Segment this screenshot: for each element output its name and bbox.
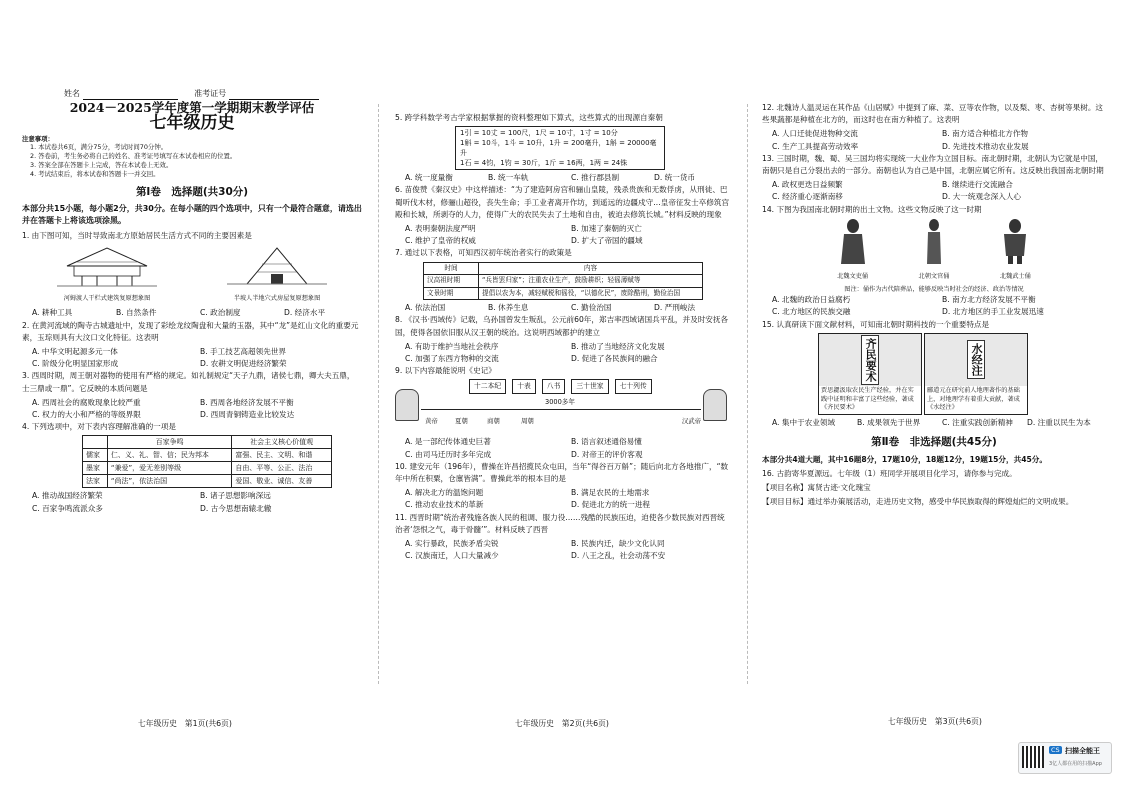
stilt-house-illustration xyxy=(52,244,162,288)
option: D. 西周青铜铸造业比较发达 xyxy=(200,410,295,420)
formula-line: 1引 = 10丈 = 100尺，1尺 = 10寸，1寸 = 10分 xyxy=(460,129,618,138)
option: A. 推动战国经济繁荣 xyxy=(32,491,103,501)
q13-options xyxy=(762,179,1106,203)
option: D. 严刑峻法 xyxy=(654,303,696,313)
option: B. 南方适合种植北方作物 xyxy=(942,129,1028,139)
option: A. 有助于维护当地社会秩序 xyxy=(405,341,499,351)
scanner-watermark xyxy=(1018,742,1112,774)
option: D. 扩大了帝国的疆域 xyxy=(571,236,643,246)
q5-formula-box xyxy=(455,126,665,170)
table-cell: “尚法”，依法治国 xyxy=(107,475,232,488)
name-field xyxy=(83,90,178,100)
id-field xyxy=(229,90,319,100)
option: C. 北方地区的民族交融 xyxy=(772,307,851,317)
table-cell: 仁、义、礼、智、信；民为邦本 xyxy=(107,449,232,462)
q9-options xyxy=(395,436,731,460)
option: A. 实行暴政，民族矛盾尖锐 xyxy=(405,538,499,548)
note-item: 1. 本试卷共6页，满分75分，考试时间70分钟。 xyxy=(30,143,168,152)
note-item: 4. 考试结束后，将本试卷和答题卡一并交回。 xyxy=(30,169,160,178)
option: A. 耕种工具 xyxy=(32,308,73,318)
option: C. 百家争鸣流派众多 xyxy=(32,503,103,513)
timeline-tick: 汉武帝 xyxy=(681,417,701,426)
question-11: 11. 西晋时期“统治者残施各族人民的租调、服力役……残酷的民族压迫，迫使各少数民族对西晋统治者‘怨恨之气，毒于骨髓’”。材料反映了西晋 xyxy=(395,512,725,534)
option: A. 集中于农业领域 xyxy=(772,418,836,428)
table-header: 时间 xyxy=(424,262,479,275)
caption: 北魏文吏俑 xyxy=(837,273,869,281)
option: D. 古今思想南辕北辙 xyxy=(200,503,272,513)
formula-line: 1石 = 4钧，1钧 = 30斤，1斤 = 16两，1两 = 24铢 xyxy=(460,159,628,168)
timeline-axis xyxy=(421,409,701,410)
option: B. 成果领先于世界 xyxy=(857,418,921,428)
table-cell: 自由、平等、公正、法治 xyxy=(232,462,332,475)
option: A. 解决北方的温饱问题 xyxy=(405,488,484,498)
table-cell: 墨家 xyxy=(83,462,108,475)
option: A. 北魏的政治日益腐朽 xyxy=(772,295,851,305)
option: D. 北方地区的手工业发展迅速 xyxy=(942,307,1044,317)
option: D. 农耕文明促进经济繁荣 xyxy=(200,359,287,369)
warrior-figurine-icon xyxy=(1000,218,1030,266)
question-16: 16. 古韵寄华夏源远。七年级（1）班同学开展项目化学习，请你参与完成。 xyxy=(762,468,1017,478)
question-13: 13. 三国时期，魏、蜀、吴三国均将实现统一大业作为立国目标。南北朝时期，北朝认为它就是中国，南朝只是自己分裂出去的一部分。南朝也认为自己是中国，北朝应属它所有。这反映出我国南北朝时期 xyxy=(762,153,1104,176)
option: D. 经济水平 xyxy=(284,308,326,318)
option: B. 统一车轨 xyxy=(488,173,529,183)
option: C. 维护了皇帝的权威 xyxy=(405,236,476,246)
table-cell: 文景时期 xyxy=(424,287,479,300)
formula-line: 1斛 = 10斗，1斗 = 10升，1升 = 200毫升，1斛 = 20000毫升 xyxy=(460,139,657,158)
official-figurine-icon xyxy=(919,218,949,266)
q15-materials xyxy=(818,333,1028,415)
caption: 河姆渡人干栏式建筑复原想象图 xyxy=(63,295,151,303)
option: C. 推行郡县制 xyxy=(571,173,620,183)
q4-table xyxy=(82,435,332,488)
option: A. 依法治国 xyxy=(405,303,446,313)
table-cell: 儒家 xyxy=(83,449,108,462)
table-row xyxy=(83,449,332,462)
q7-options xyxy=(395,302,731,314)
part2-intro: 本部分共4道大题，其中16题8分，17题10分，18题12分，19题15分，共45分。 xyxy=(762,454,1047,464)
timeline-box: 三十世家 xyxy=(571,379,608,393)
q14-options xyxy=(762,294,1106,318)
option: B. 加速了秦朝的灭亡 xyxy=(571,224,642,234)
q4-options xyxy=(22,490,362,514)
question-14: 14. 下图为我国南北朝时期的出土文物。这些文物反映了这一时期 xyxy=(762,204,982,214)
qr-code-icon xyxy=(1022,746,1044,768)
page-3 xyxy=(762,102,1106,510)
q14-figure-note: 图注：俑作为古代陪葬品，能够反映当时社会的经济、政治等情况 xyxy=(844,286,1024,294)
id-label: 准考证号 xyxy=(194,89,227,98)
q2-options xyxy=(22,346,362,370)
question-3: 3. 西周时期，周王朝对器物的使用有严格的规定。如礼制规定“天子九鼎，诸侯七鼎，卿大夫五鼎，士三鼎或一鼎”。它反映的本质问题是 xyxy=(22,371,355,393)
part2-title: 第Ⅱ卷 非选择题(共45分) xyxy=(871,436,997,449)
q14-figures xyxy=(762,218,1106,283)
question-15: 15. 认真研读下面文献材料，可知南北朝时期科技的一个重要特点是 xyxy=(762,319,990,329)
q1-figures xyxy=(22,244,362,305)
page-2 xyxy=(395,112,731,562)
caption: 北魏武士俑 xyxy=(999,273,1031,281)
project-goal: 【项目目标】通过举办策展活动，走进历史文物，感受中华民族取得的辉煌灿烂的文明成果。 xyxy=(762,497,1074,507)
option: A. 人口迁徙促进物种交流 xyxy=(772,129,858,139)
option: C. 权力的大小和严格的等级界限 xyxy=(32,410,141,420)
timeline-box: 七十列传 xyxy=(615,379,652,393)
option: A. 是一部纪传体通史巨著 xyxy=(405,437,491,447)
option: C. 经济重心逐渐南移 xyxy=(772,192,843,202)
q14-figure xyxy=(837,218,868,283)
option: B. 语言叙述通俗易懂 xyxy=(571,437,642,447)
option: A. 西周社会的腐败现象比较严重 xyxy=(32,397,141,407)
page-1 xyxy=(22,88,362,515)
question-6: 6. 苗俊赞《秦汉史》中这样描述：“为了建造阿房宫和骊山皇陵，残杀贵族和无数俘虏，从刑徒、巴蜀听伐木材，修骊山超役，丧失生命；手工业者离开作坊，到遥远的边疆戍守…皇帝征发士卒修筑宫殿和长城，所剥夺的人力，使得广大的农民失去了土地和自由，被迫去修筑长城。”材料反映的现象 xyxy=(395,185,730,219)
option: D. 先进技术推动农业发展 xyxy=(942,141,1029,151)
table-cell: 提倡以农为本，减轻赋税和徭役，“以德化民”，废除酷刑，勤俭治国 xyxy=(479,287,703,300)
timeline-box: 十二本纪 xyxy=(469,379,506,393)
emperor-figure-icon xyxy=(703,389,727,421)
option: C. 加强了东西方物种的交流 xyxy=(405,353,499,363)
subject-title: 七年级历史 xyxy=(149,113,235,134)
caption: 半坡人半地穴式房屋复原想象图 xyxy=(233,295,321,303)
notes-block xyxy=(22,135,362,179)
question-9: 9. 以下内容最能说明《史记》 xyxy=(395,366,496,376)
option: C. 勤俭治国 xyxy=(571,303,612,313)
option: D. 八王之乱，社会动荡不安 xyxy=(571,551,666,561)
part1-title: 第Ⅰ卷 选择题(共30分) xyxy=(135,185,249,198)
column-divider xyxy=(747,104,748,684)
q5-options xyxy=(395,172,731,184)
q3-options xyxy=(22,397,362,421)
caption: 北朝文官俑 xyxy=(918,273,950,281)
note-item: 3. 答案全部在答题卡上完成，答在本试卷上无效。 xyxy=(30,161,173,169)
table-cell: “兼爱”，爱无差别等级 xyxy=(107,462,232,475)
question-5: 5. 跨学科数学考古学家根据掌握的资料整理如下算式，这些算式的出现源自秦朝 xyxy=(395,113,663,122)
book-image xyxy=(925,334,1027,386)
note-item: 2. 答卷前，考生务必将自己的姓名、准考证号填写在本试卷相应的位置。 xyxy=(30,152,237,161)
option: D. 促进北方的统一进程 xyxy=(571,500,651,510)
timeline-labels xyxy=(469,379,652,393)
scanner-brand: 扫描全能王 xyxy=(1065,747,1100,755)
option: D. 大一统观念深入人心 xyxy=(942,192,1022,202)
q1-figure-pit-house xyxy=(222,244,332,305)
timeline-box: 八书 xyxy=(542,379,566,393)
option: C. 阶级分化明显国家形成 xyxy=(32,359,119,369)
pit-house-illustration xyxy=(222,244,332,288)
option: B. 推动了当地经济文化发展 xyxy=(571,341,665,351)
timeline-tick: 周朝 xyxy=(521,417,534,426)
option: B. 继续进行交流融合 xyxy=(942,180,1013,190)
option: B. 诸子思想影响深远 xyxy=(200,491,271,501)
material-qimin-yaoshu xyxy=(818,333,922,415)
option: A. 表明秦朝法度严明 xyxy=(405,224,476,234)
table-row xyxy=(424,287,703,300)
question-7: 7. 通过以下表格，可知西汉初年统治者实行的政策是 xyxy=(395,248,572,258)
option: B. 南方北方经济发展不平衡 xyxy=(942,295,1036,305)
material-shuijing-zhu xyxy=(924,333,1028,415)
q12-options xyxy=(762,128,1106,152)
q14-figure xyxy=(1000,218,1031,283)
table-row xyxy=(424,275,703,288)
option: A. 统一度量衡 xyxy=(405,173,453,183)
q6-options xyxy=(395,223,731,247)
question-4: 4. 下列选项中，对下表内容理解准确的一项是 xyxy=(22,422,176,432)
timeline-tick: 夏朝 xyxy=(455,417,468,426)
q1-options xyxy=(22,307,362,319)
book-image xyxy=(819,334,921,386)
q10-options xyxy=(395,487,731,511)
table-cell: 法家 xyxy=(83,475,108,488)
option: B. 满足农民的土地需求 xyxy=(571,488,650,498)
table-cell: 汉高祖时期 xyxy=(424,275,479,288)
project-name: 【项目名称】寓贤古迹·文化瑰宝 xyxy=(762,483,871,493)
table-cell: 爱国、敬业、诚信、友善 xyxy=(232,475,332,488)
option: B. 休养生息 xyxy=(488,303,529,313)
option: A. 中华文明起源多元一体 xyxy=(32,347,118,357)
page-footer: 七年级历史 第3页(共6页) xyxy=(888,717,982,726)
cs-logo-icon: CS xyxy=(1051,746,1060,754)
q7-table xyxy=(423,262,703,301)
scanner-subtitle: 3亿人都在用的扫描App xyxy=(1049,761,1102,767)
table-row xyxy=(83,462,332,475)
page-footer: 七年级历史 第2页(共6页) xyxy=(515,719,609,728)
q14-figure xyxy=(919,218,950,283)
option: B. 西周各地经济发展不平衡 xyxy=(200,397,294,407)
book-title: 水经注 xyxy=(967,340,985,379)
exam-title: 2024－2025学年度第一学期期末教学评估 xyxy=(69,100,315,116)
q15-options xyxy=(762,417,1106,429)
table-cell: “兵皆罢归家”；注重农业生产，鼓励耕织；轻徭薄赋等 xyxy=(479,275,703,288)
table-cell: 富强、民主、文明、和谐 xyxy=(232,449,332,462)
option: D. 统一货币 xyxy=(654,173,696,183)
name-label: 姓名 xyxy=(64,89,80,98)
question-10: 10. 建安元年（196年），曹操在许昌招揽民众屯田，当年“得谷百万斛”；随后向北方各地推广，“数年中所在积粟，仓廪皆满”。曹操此举的根本目的是 xyxy=(395,461,729,483)
question-12: 12. 北魏诗人温灵运在其作品《山居赋》中提到了麻、菜、豆等农作物，以及梨、枣、杏树等果树。这些果蔬都是种植在北方的，而这时也在南方种植了。这表明 xyxy=(762,103,1104,125)
option: B. 手工技艺高超领先世界 xyxy=(200,347,286,357)
table-header: 百家争鸣 xyxy=(107,436,232,449)
timeline-tick: 商朝 xyxy=(487,417,500,426)
clerk-figurine-icon xyxy=(838,218,868,266)
table-header: 内容 xyxy=(479,262,703,275)
table-header xyxy=(83,436,108,449)
candidate-info-row xyxy=(22,88,362,100)
q11-options xyxy=(395,538,731,562)
book-title: 齐民要术 xyxy=(861,335,879,385)
option: A. 政权更迭日益频繁 xyxy=(772,180,843,190)
option: C. 由司马迁历时多年完成 xyxy=(405,449,492,459)
q9-timeline-figure xyxy=(395,379,731,435)
notes-title: 注意事项： xyxy=(22,134,54,143)
timeline-span: 3000多年 xyxy=(545,398,575,407)
option: D. 对帝王的评价客观 xyxy=(571,449,643,459)
column-divider xyxy=(378,104,379,684)
material-caption: 郦道元在研究前人地理著作的基础上，对地理学有着重大贡献，著成《水经注》 xyxy=(927,386,1020,412)
q8-options xyxy=(395,341,731,365)
question-8: 8. 《汉书·西域传》记载，乌孙国曾发生叛乱，公元前60年，郑吉率西域诸国兵平乱，并及时安抚各国，使得各国依旧服从汉王朝的统治。这说明西域都护的建立 xyxy=(395,315,729,337)
page-footer: 七年级历史 第1页(共6页) xyxy=(138,719,232,728)
option: C. 政治制度 xyxy=(200,308,241,318)
option: C. 推动农业技术的革新 xyxy=(405,500,484,510)
option: C. 汉族南迁，人口大量减少 xyxy=(405,551,499,561)
option: D. 促进了各民族间的融合 xyxy=(571,353,658,363)
emperor-figure-icon xyxy=(395,389,419,421)
timeline-tick: 黄帝 xyxy=(425,417,438,426)
option: D. 注重以民生为本 xyxy=(1027,418,1091,428)
table-header: 社会主义核心价值观 xyxy=(232,436,332,449)
option: C. 注重实践创新精神 xyxy=(942,418,1013,428)
option: B. 自然条件 xyxy=(116,308,157,318)
part1-intro: 本部分共15小题，每小题2分，共30分。在每小题的四个选项中，只有一个最符合题意，请选出并在答题卡上将该选项涂黑。 xyxy=(22,203,362,226)
option: B. 民族内迁，缺少文化认同 xyxy=(571,538,665,548)
material-caption: 贾思勰汲取农民生产经验，并在实践中证明和丰富了这些经验，著成《齐民要术》 xyxy=(821,386,914,412)
option: C. 生产工具提高劳动效率 xyxy=(772,141,859,151)
question-1: 1. 由下图可知，当时导致南北方原始居民生活方式不同的主要因素是 xyxy=(22,230,252,240)
question-2: 2. 在黄河流域的陶寺古城遗址中，发现了彩绘龙纹陶盘和大量的玉器，其中“龙”是红山文化的重要元素，玉琮则具有大汶口文化特征。这表明 xyxy=(22,320,359,342)
q1-figure-stilt-house xyxy=(52,244,162,305)
timeline-box: 十表 xyxy=(512,379,536,393)
table-row xyxy=(83,475,332,488)
